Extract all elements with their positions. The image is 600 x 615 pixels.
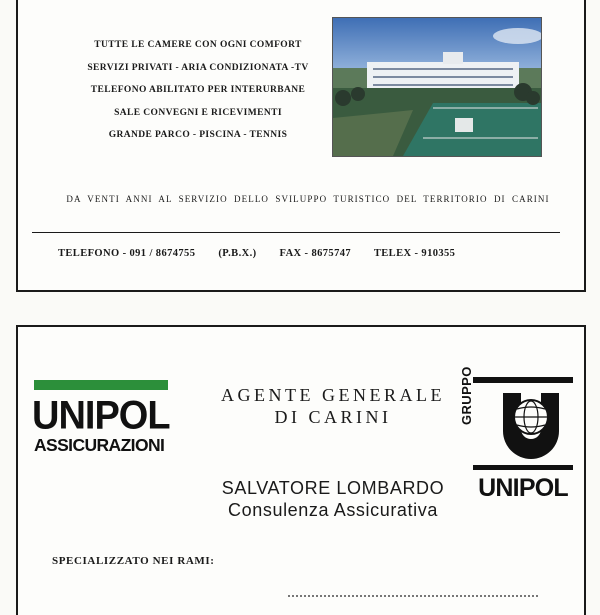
gruppo-vertical-text: GRUPPO [459,366,474,425]
unipol-logo-word: UNIPOL [32,393,170,439]
unipol-logo-subtitle: ASSICURAZIONI [34,435,165,455]
logo-green-bar [34,380,168,390]
tagline: DA VENTI ANNI AL SERVIZIO DELLO SVILUPPO TURISTICO DEL TERRITORIO DI CARINI [66,194,550,204]
amenity-item: GRANDE PARCO - PISCINA - TENNIS [108,130,288,140]
specialized-heading: SPECIALIZZATO NEI RAMI: [52,555,215,567]
telex-number: TELEX - 910355 [373,248,456,259]
unipol-advertisement [16,325,586,615]
gruppo-unipol-word: UNIPOL [478,474,568,502]
hotel-photo [332,17,542,157]
hotel-advertisement [16,0,586,292]
agent-title [198,384,468,428]
cut-off-text-line [288,595,538,605]
amenities-list [72,34,324,147]
amenity-item: SALE CONVEGNI E RICEVIMENTI [114,107,282,118]
pbx-label: (P.B.X.) [218,248,257,259]
fax-number: FAX - 8675747 [279,248,352,259]
divider [32,232,560,233]
amenity-item: TUTTE LE CAMERE CON OGNI COMFORT [94,40,302,50]
amenity-item: TELEFONO ABILITATO PER INTERURBANE [90,85,306,95]
agent-role: Consulenza Assicurativa [228,500,438,520]
agent-name: SALVATORE LOMBARDO [221,478,445,498]
agent-block [198,477,468,521]
agent-title-line: DI CARINI [274,407,392,427]
amenity-item: SERVIZI PRIVATI - ARIA CONDIZIONATA -TV [87,62,309,73]
contact-line [58,248,548,259]
agent-title-line: AGENTE GENERALE [221,385,445,405]
telephone-number: TELEFONO - 091 / 8674755 [58,248,196,259]
